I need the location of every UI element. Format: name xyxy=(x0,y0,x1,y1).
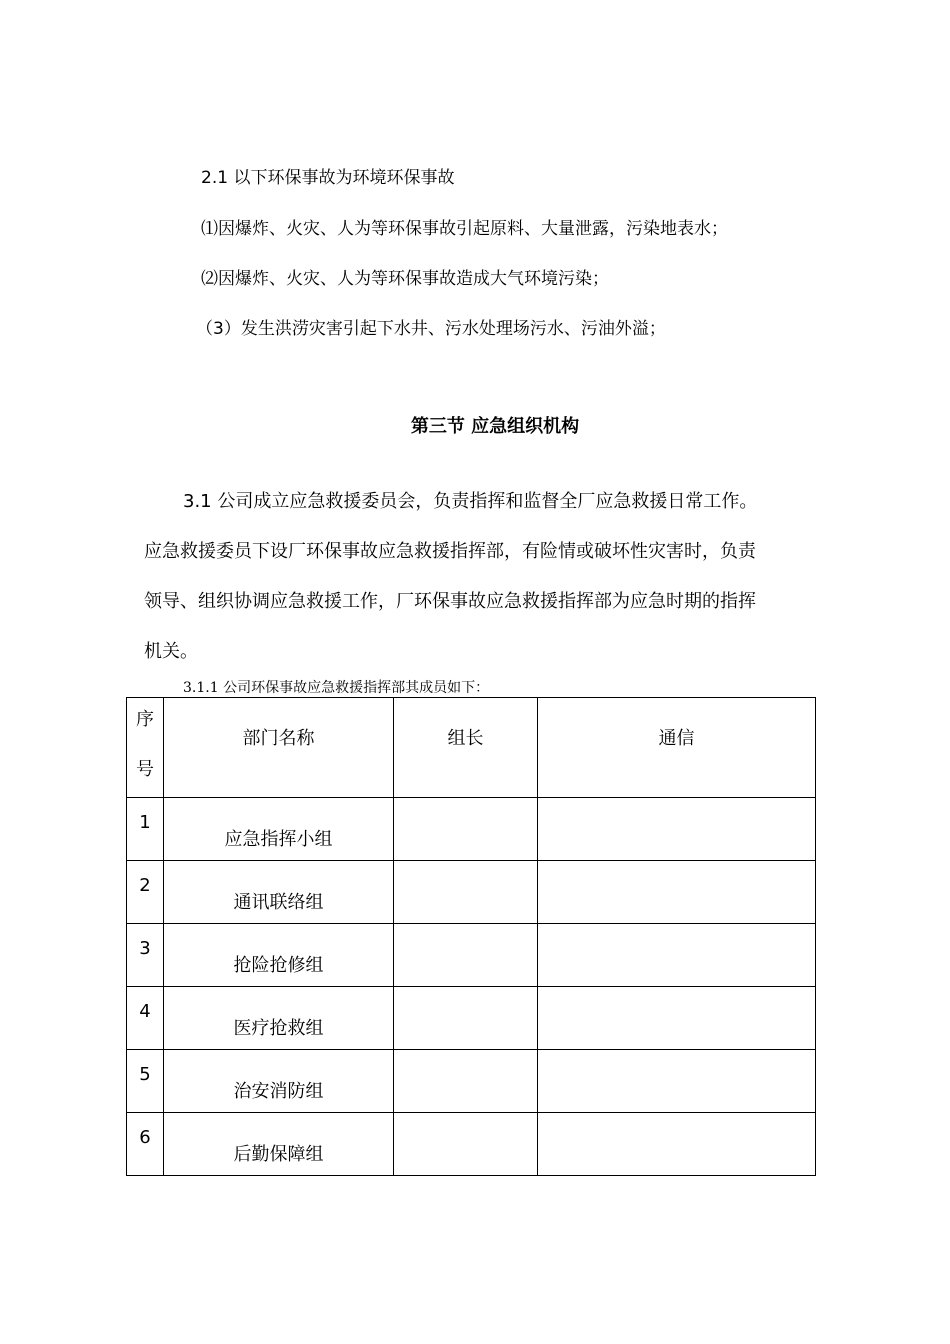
row-comm xyxy=(538,924,816,987)
header-dept-name: 部门名称 xyxy=(164,698,394,798)
row-leader xyxy=(394,861,538,924)
table-caption: 3.1.1 公司环保事故应急救援指挥部其成员如下： xyxy=(183,680,490,696)
row-comm xyxy=(538,861,816,924)
row-dept-name: 应急指挥小组 xyxy=(164,798,394,861)
row-leader xyxy=(394,987,538,1050)
row-index: 6 xyxy=(127,1113,164,1176)
row-index: 2 xyxy=(127,861,164,924)
table-header-row xyxy=(127,698,816,798)
header-index xyxy=(127,698,164,798)
list-item: ⑵因爆炸、火灾、人为等环保事故造成大气环境污染； xyxy=(201,269,609,289)
row-index: 5 xyxy=(127,1050,164,1113)
row-comm xyxy=(538,798,816,861)
row-leader xyxy=(394,1113,538,1176)
row-index: 3 xyxy=(127,924,164,987)
table-row xyxy=(127,924,816,987)
list-item: （3）发生洪涝灾害引起下水井、污水处理场污水、污油外溢； xyxy=(196,319,666,339)
paragraph-line: 3.1 公司成立应急救援委员会，负责指挥和监督全厂应急救援日常工作。 xyxy=(183,491,758,512)
header-comm: 通信 xyxy=(538,698,816,798)
paragraph-line: 机关。 xyxy=(144,641,198,662)
header-index-line1: 序 xyxy=(136,709,154,730)
row-dept-name: 抢险抢修组 xyxy=(164,924,394,987)
table-row xyxy=(127,798,816,861)
row-leader xyxy=(394,924,538,987)
row-leader xyxy=(394,798,538,861)
table-row xyxy=(127,1050,816,1113)
table-row xyxy=(127,1113,816,1176)
row-dept-name: 医疗抢救组 xyxy=(164,987,394,1050)
header-index-line2: 号 xyxy=(136,759,154,780)
paragraph-line: 领导、组织协调应急救援工作，厂环保事故应急救援指挥部为应急时期的指挥 xyxy=(144,591,756,612)
list-item: ⑴因爆炸、火灾、人为等环保事故引起原料、大量泄露，污染地表水； xyxy=(201,219,728,239)
row-comm xyxy=(538,1113,816,1176)
members-table xyxy=(126,697,816,1176)
row-comm xyxy=(538,1050,816,1113)
section-2-1-title: 2.1 以下环保事故为环境环保事故 xyxy=(201,168,455,188)
row-dept-name: 治安消防组 xyxy=(164,1050,394,1113)
row-comm xyxy=(538,987,816,1050)
table-row xyxy=(127,987,816,1050)
table-row xyxy=(127,861,816,924)
row-index: 4 xyxy=(127,987,164,1050)
header-leader: 组长 xyxy=(394,698,538,798)
row-index: 1 xyxy=(127,798,164,861)
section-heading: 第三节 应急组织机构 xyxy=(410,416,580,437)
row-dept-name: 通讯联络组 xyxy=(164,861,394,924)
row-leader xyxy=(394,1050,538,1113)
row-dept-name: 后勤保障组 xyxy=(164,1113,394,1176)
paragraph-line: 应急救援委员下设厂环保事故应急救援指挥部，有险情或破坏性灾害时，负责 xyxy=(144,541,756,562)
